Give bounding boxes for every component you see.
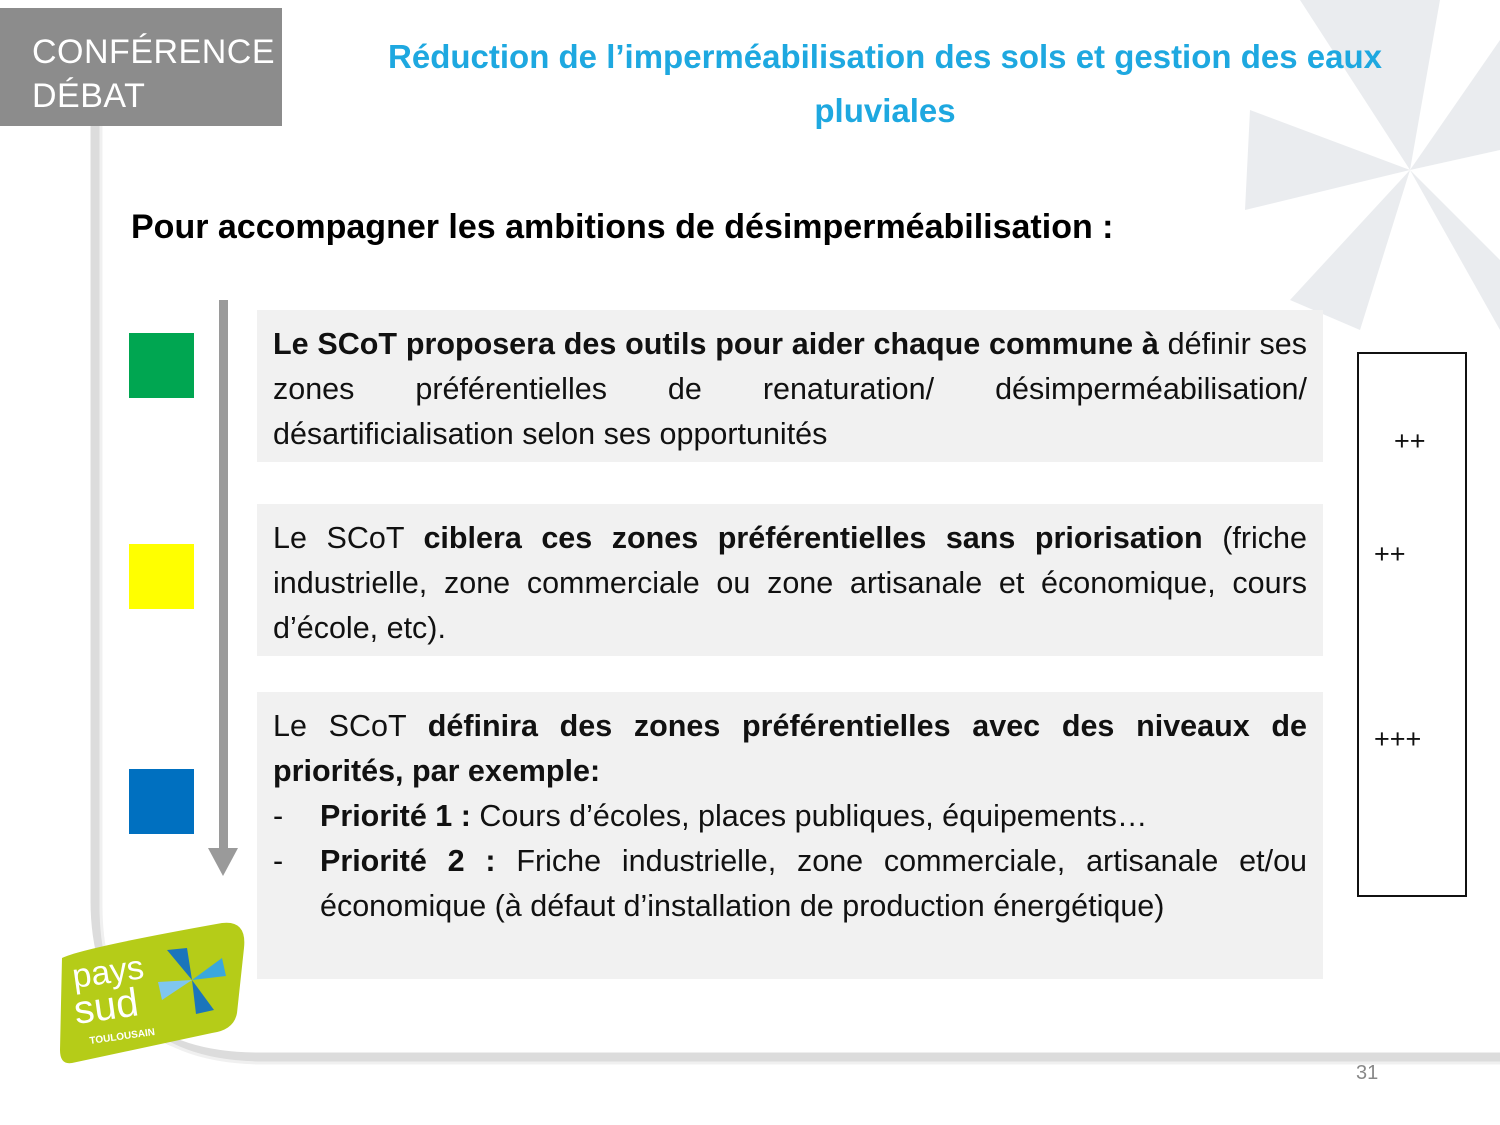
box3-bold: définira des zones préférentielles avec des niveaux de priorités, par exemple: xyxy=(273,709,1307,788)
priority1-text: Cours d’écoles, places publiques, équipements… xyxy=(470,799,1148,833)
logo-line3: TOULOUSAIN xyxy=(88,1026,156,1047)
pays-sud-toulousain-logo xyxy=(52,918,247,1068)
yellow-square-marker xyxy=(129,544,194,609)
text-box-outils xyxy=(257,310,1323,462)
rating-value: ++ xyxy=(1394,426,1426,456)
box2-text: (friche industrielle, zone commerciale ou zone artisanale et économique, cours d’école, etc). xyxy=(273,521,1307,645)
rating-cell xyxy=(1357,352,1467,525)
conference-badge xyxy=(0,8,282,126)
box1-text: définir ses zones préférentielles de renaturation/ désimperméabilisation/ désartificialisation selon ses opportunités xyxy=(273,327,1307,451)
page-title: Réduction de l’imperméabilisation des sols et gestion des eaux pluviales xyxy=(388,38,1382,129)
green-square-marker xyxy=(129,333,194,398)
page-number: 31 xyxy=(1356,1062,1379,1084)
priority2-label: Priorité 2 : xyxy=(320,844,496,878)
box3-pre: Le SCoT xyxy=(273,709,428,743)
down-arrow-icon xyxy=(219,300,228,850)
priority-list-item xyxy=(273,794,1307,839)
box2-bold: ciblera ces zones préférentielles sans priorisation xyxy=(423,521,1203,555)
rating-value: +++ xyxy=(1374,724,1422,754)
logo-line2: sud xyxy=(71,980,142,1033)
priority1-label: Priorité 1 : xyxy=(320,799,471,833)
logo-line1: pays xyxy=(69,948,147,996)
badge-line1: CONFÉRENCE xyxy=(32,33,276,71)
rating-cell xyxy=(1357,523,1467,712)
text-box-ciblera xyxy=(257,504,1323,656)
list-dash: - xyxy=(273,799,284,833)
priority2-text: Friche industrielle, zone commerciale, artisanale et/ou économique (à défaut d’installation de production énergétique) xyxy=(320,844,1307,923)
text-box-definira xyxy=(257,692,1323,979)
section-subtitle: Pour accompagner les ambitions de désimperméabilisation : xyxy=(131,208,1114,246)
rating-cell xyxy=(1357,710,1467,897)
box1-bold: Le SCoT proposera des outils pour aider chaque commune à xyxy=(273,327,1159,361)
badge-line2: DÉBAT xyxy=(32,77,146,115)
blue-square-marker xyxy=(129,769,194,834)
priority-list-item xyxy=(273,839,1307,929)
rating-value: ++ xyxy=(1374,539,1406,569)
list-dash: - xyxy=(273,844,284,878)
arrow-head-icon xyxy=(208,848,238,876)
box2-pre: Le SCoT xyxy=(273,521,424,555)
